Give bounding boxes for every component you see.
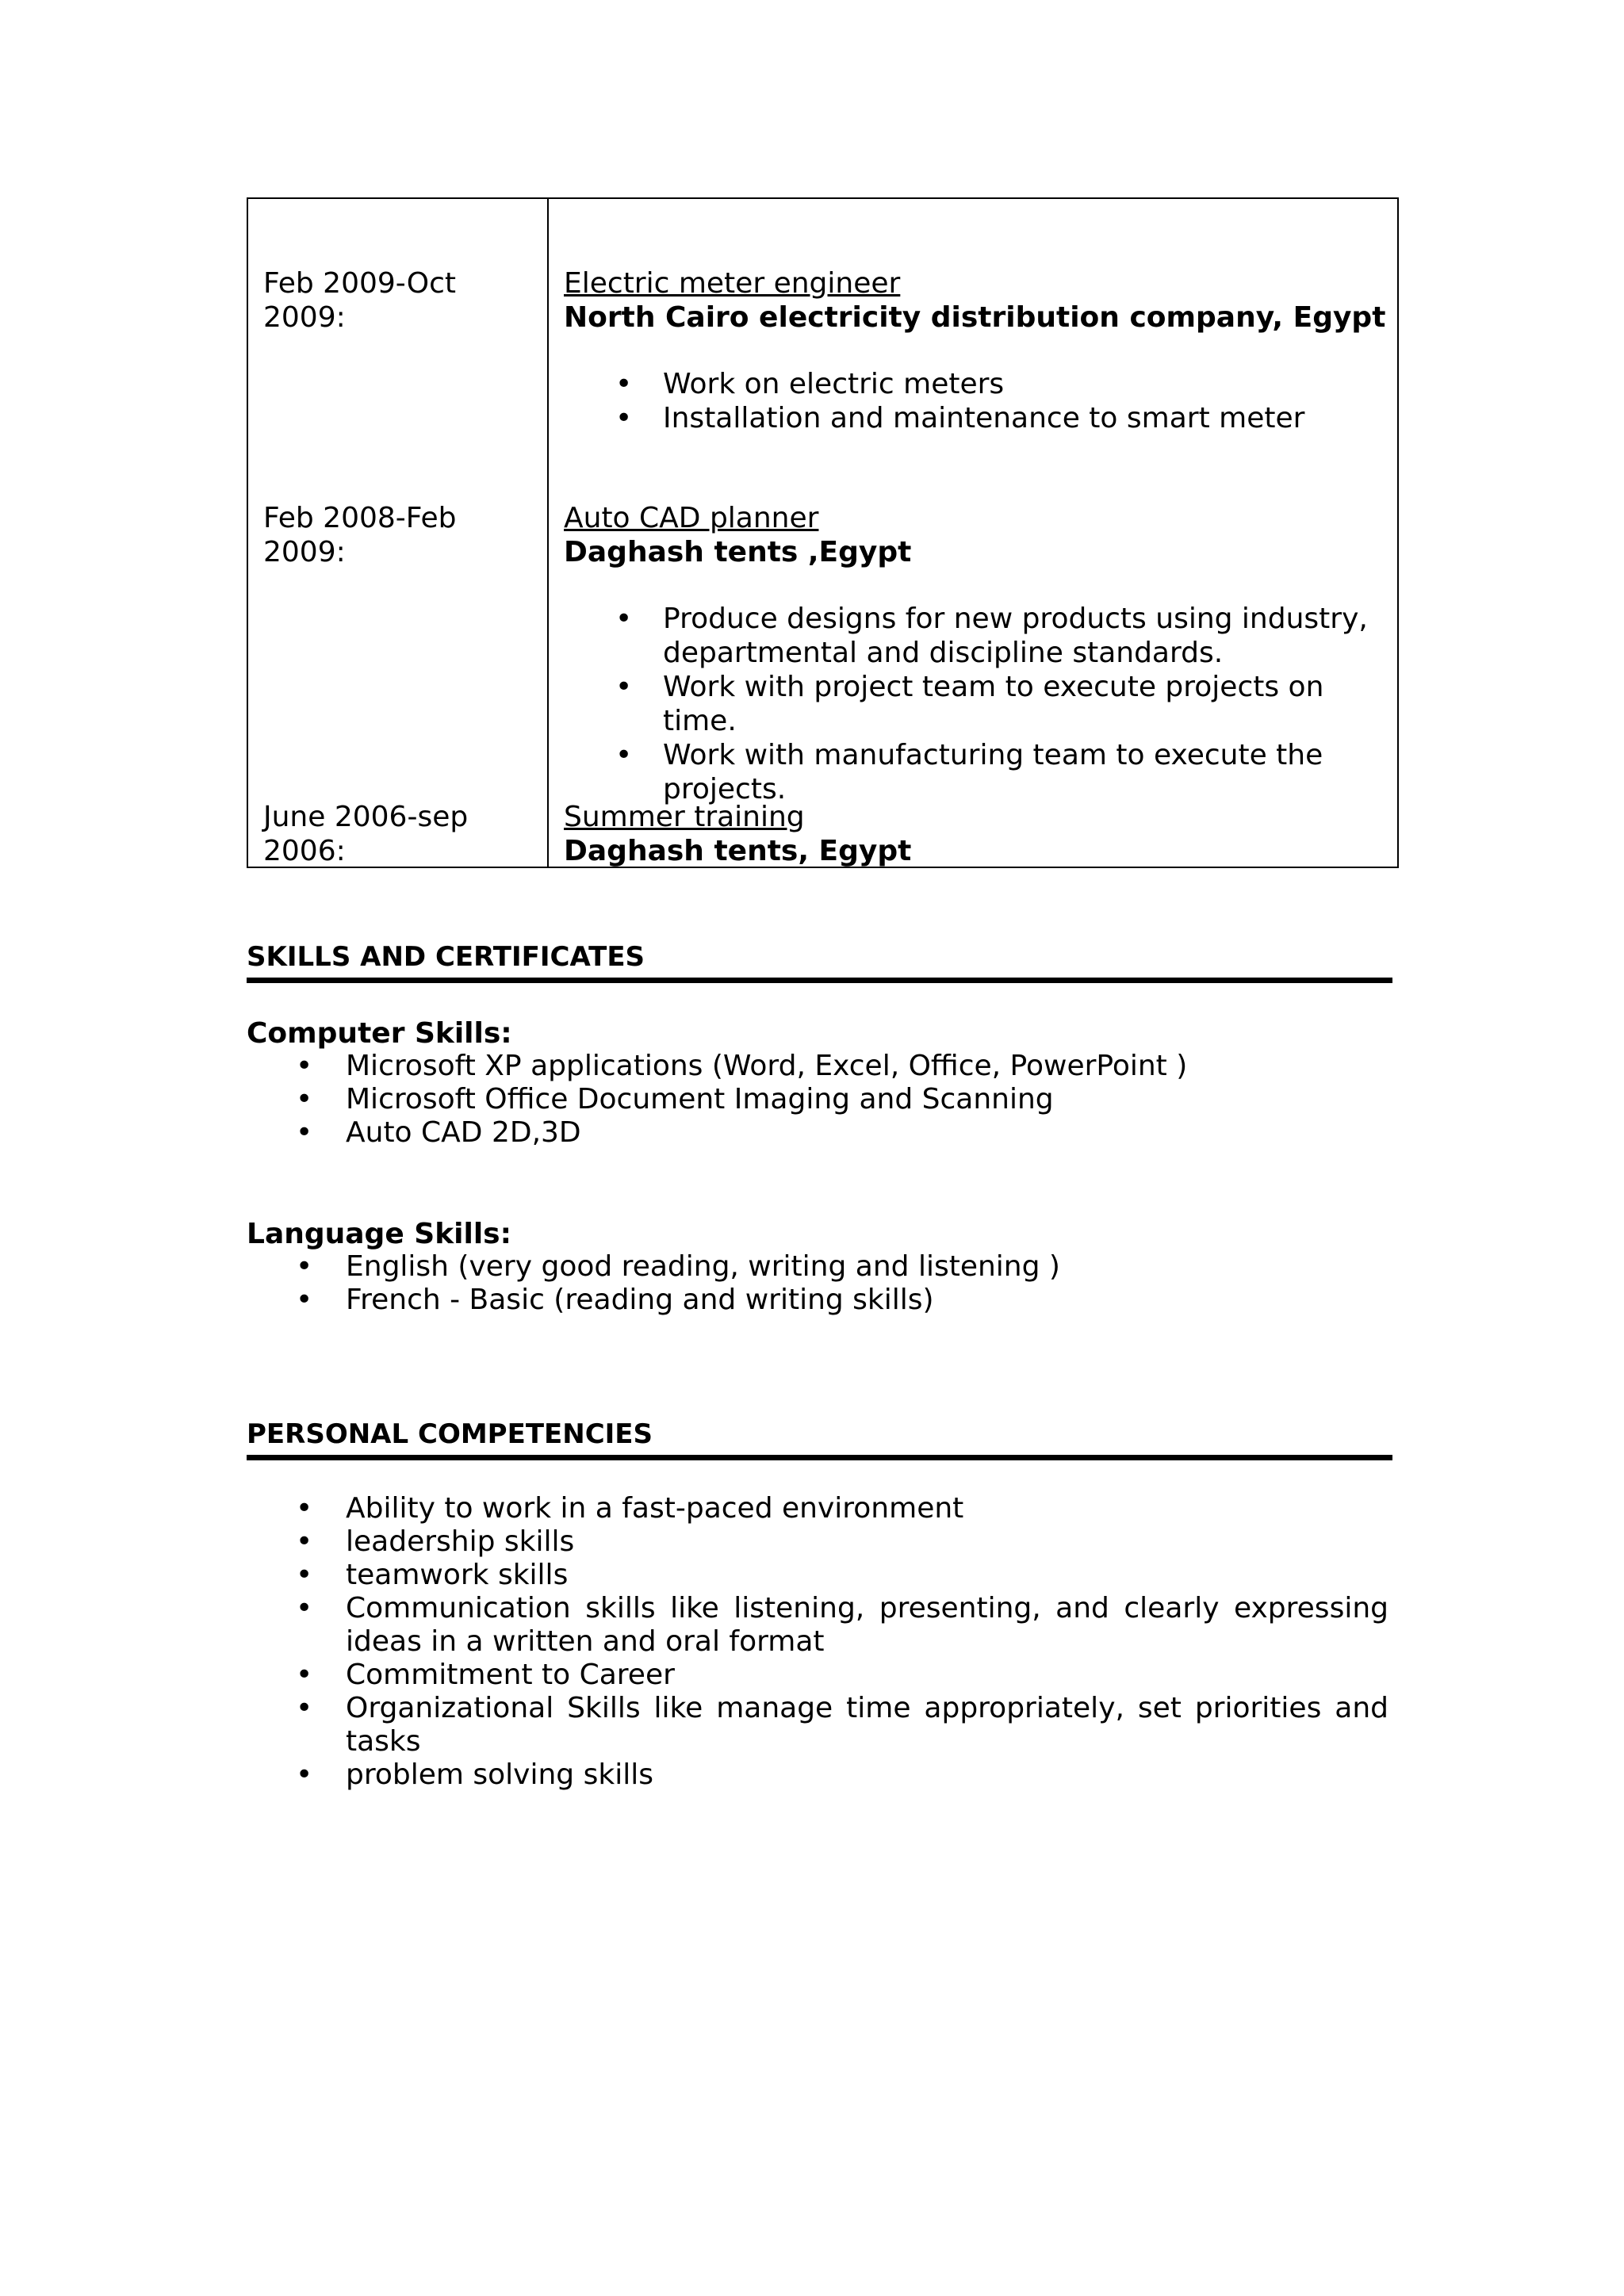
bullet-icon: • bbox=[296, 1758, 313, 1791]
bullet-icon: • bbox=[296, 1525, 313, 1558]
bullet-icon: • bbox=[296, 1083, 313, 1115]
bullet-icon: • bbox=[296, 1050, 313, 1082]
bullet-icon: • bbox=[296, 1250, 313, 1283]
computer-skills-list bbox=[247, 1050, 1388, 1150]
list-item-text: Organizational Skills like manage time appropriately, set priorities and tasks bbox=[346, 1692, 1388, 1758]
list-item-text: Microsoft XP applications (Word, Excel, Office, PowerPoint ) bbox=[346, 1050, 1188, 1082]
experience-date: Feb 2008-Feb 2009: bbox=[263, 502, 457, 568]
list-item-text: Produce designs for new products using industry, departmental and discipline standards. bbox=[663, 603, 1368, 669]
job-duties-list bbox=[564, 367, 1386, 435]
list-item bbox=[247, 1525, 1388, 1559]
competencies-section-heading: PERSONAL COMPETENCIES bbox=[247, 1418, 1392, 1460]
experience-entry bbox=[564, 266, 1386, 435]
company-name: Daghash tents ,Egypt bbox=[564, 536, 912, 568]
list-item-text: teamwork skills bbox=[346, 1559, 569, 1591]
list-item-text: problem solving skills bbox=[346, 1758, 653, 1791]
list-item bbox=[247, 1559, 1388, 1592]
job-title: Auto CAD planner bbox=[564, 502, 819, 534]
computer-skills-heading: Computer Skills: bbox=[247, 1017, 512, 1050]
bullet-icon: • bbox=[296, 1492, 313, 1525]
job-title: Electric meter engineer bbox=[564, 267, 901, 300]
list-item bbox=[247, 1692, 1388, 1758]
language-skills-heading: Language Skills: bbox=[247, 1218, 511, 1250]
bullet-icon: • bbox=[296, 1116, 313, 1149]
list-item-text: leadership skills bbox=[346, 1525, 575, 1558]
experience-date: June 2006-sep 2006: bbox=[263, 801, 469, 867]
list-item-text: English (very good reading, writing and listening ) bbox=[346, 1250, 1060, 1283]
experience-date-column bbox=[248, 199, 549, 867]
bullet-icon: • bbox=[615, 671, 633, 703]
list-item bbox=[247, 1250, 1388, 1284]
list-item-text: Work with project team to execute projects on time. bbox=[663, 671, 1324, 737]
experience-date: Feb 2009-Oct 2009: bbox=[263, 267, 457, 334]
bullet-icon: • bbox=[296, 1284, 313, 1316]
list-item-text: Microsoft Office Document Imaging and Scanning bbox=[346, 1083, 1054, 1115]
bullet-icon: • bbox=[296, 1559, 313, 1591]
job-duties-list bbox=[564, 602, 1386, 806]
bullet-icon: • bbox=[615, 739, 633, 771]
list-item-text: Installation and maintenance to smart meter bbox=[663, 402, 1305, 434]
bullet-icon: • bbox=[296, 1659, 313, 1691]
bullet-icon: • bbox=[296, 1692, 313, 1724]
experience-entry bbox=[564, 800, 1386, 868]
list-item bbox=[247, 1758, 1388, 1792]
list-item-text: Commitment to Career bbox=[346, 1659, 675, 1691]
list-item bbox=[564, 401, 1386, 435]
list-item bbox=[247, 1050, 1388, 1083]
list-item bbox=[247, 1659, 1388, 1692]
list-item bbox=[247, 1083, 1388, 1116]
company-name: North Cairo electricity distribution company, Egypt bbox=[564, 301, 1386, 334]
company-name: Daghash tents, Egypt bbox=[564, 835, 912, 867]
bullet-icon: • bbox=[615, 368, 633, 400]
bullet-icon: • bbox=[296, 1592, 313, 1624]
list-item bbox=[247, 1116, 1388, 1150]
list-item bbox=[564, 367, 1386, 401]
list-item-text: Communication skills like listening, presenting, and clearly expressing ideas in a written and oral format bbox=[346, 1592, 1388, 1658]
bullet-icon: • bbox=[615, 402, 633, 434]
list-item bbox=[247, 1492, 1388, 1525]
list-item bbox=[247, 1284, 1388, 1317]
list-item bbox=[564, 738, 1386, 806]
experience-entry bbox=[564, 501, 1386, 806]
list-item-text: Auto CAD 2D,3D bbox=[346, 1116, 581, 1149]
language-skills-list bbox=[247, 1250, 1388, 1317]
bullet-icon: • bbox=[615, 603, 633, 635]
competencies-list bbox=[247, 1492, 1388, 1792]
list-item bbox=[247, 1592, 1388, 1659]
list-item-text: Work with manufacturing team to execute the projects. bbox=[663, 739, 1323, 806]
list-item bbox=[564, 602, 1386, 670]
list-item-text: Ability to work in a fast-paced environment bbox=[346, 1492, 964, 1525]
experience-table bbox=[247, 197, 1399, 868]
list-item-text: Work on electric meters bbox=[663, 368, 1005, 400]
list-item-text: French - Basic (reading and writing skills) bbox=[346, 1284, 934, 1316]
experience-content-column bbox=[549, 199, 1397, 867]
list-item bbox=[564, 670, 1386, 738]
job-title: Summer training bbox=[564, 801, 805, 833]
skills-section-heading: SKILLS AND CERTIFICATES bbox=[247, 940, 1392, 983]
